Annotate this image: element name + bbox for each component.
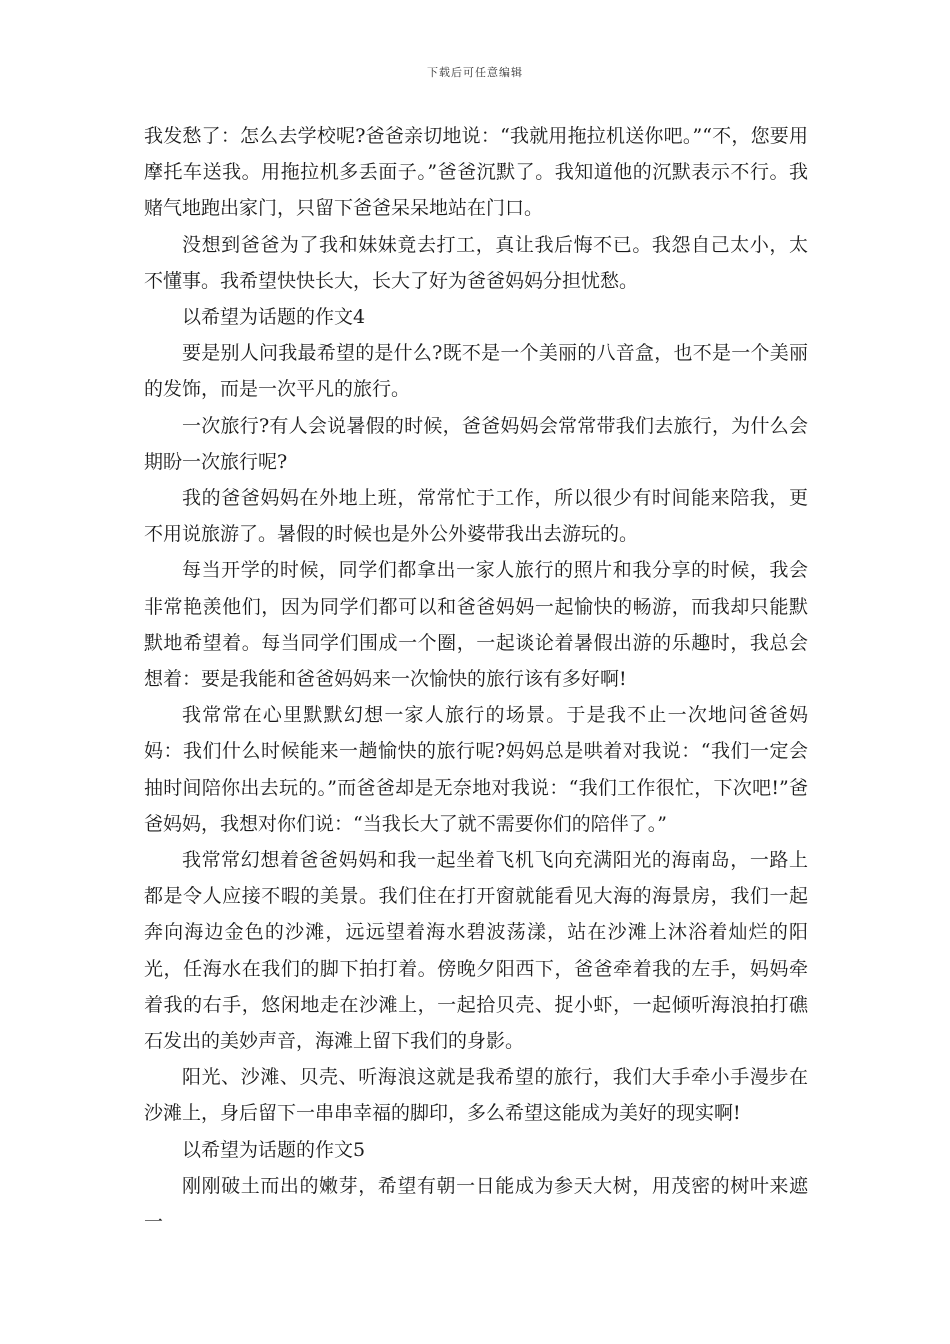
paragraph: 我常常在心里默默幻想一家人旅行的场景。于是我不止一次地问爸爸妈妈：我们什么时候能来一趟愉快的旅行呢?妈妈总是哄着对我说：“我们一定会抽时间陪你出去玩的。”而爸爸却是无奈地对我说：“我们工作很忙，下次吧!”爸爸妈妈，我想对你们说：“当我长大了就不需要你们的陪伴了。” bbox=[144, 704, 808, 835]
paragraph: 我发愁了：怎么去学校呢?爸爸亲切地说：“我就用拖拉机送你吧。”“不，您要用摩托车送我。用拖拉机多丢面子。”爸爸沉默了。我知道他的沉默表示不行。我赌气地跑出家门，只留下爸爸呆呆地站在门口。 bbox=[144, 125, 808, 220]
paragraph: 要是别人问我最希望的是什么?既不是一个美丽的八音盒，也不是一个美丽的发饰，而是一次平凡的旅行。 bbox=[144, 342, 808, 401]
paragraph: 没想到爸爸为了我和妹妹竟去打工，真让我后悔不已。我怨自己太小，太不懂事。我希望快快长大，长大了好为爸爸妈妈分担忧愁。 bbox=[144, 233, 808, 292]
paragraph: 阳光、沙滩、贝壳、听海浪这就是我希望的旅行，我们大手牵小手漫步在沙滩上，身后留下一串串幸福的脚印，多么希望这能成为美好的现实啊! bbox=[144, 1066, 808, 1125]
paragraph: 一次旅行?有人会说暑假的时候，爸爸妈妈会常常带我们去旅行，为什么会期盼一次旅行呢? bbox=[144, 414, 808, 473]
paragraph: 我常常幻想着爸爸妈妈和我一起坐着飞机飞向充满阳光的海南岛，一路上都是令人应接不暇的美景。我们住在打开窗就能看见大海的海景房，我们一起奔向海边金色的沙滩，远远望着海水碧波荡漾，站在沙滩上沐浴着灿烂的阳光，任海水在我们的脚下拍打着。傍晚夕阳西下，爸爸牵着我的左手，妈妈牵着我的右手，悠闲地走在沙滩上，一起拾贝壳、捉小虾，一起倾听海浪拍打礁石发出的美妙声音，海滩上留下我们的身影。 bbox=[144, 849, 808, 1053]
paragraph: 每当开学的时候，同学们都拿出一家人旅行的照片和我分享的时候，我会非常艳羡他们，因为同学们都可以和爸爸妈妈一起愉快的畅游，而我却只能默默地希望着。每当同学们围成一个圈，一起谈论着暑假出游的乐趣时，我总会想着：要是我能和爸爸妈妈来一次愉快的旅行该有多好啊! bbox=[144, 559, 808, 691]
document-body bbox=[144, 118, 808, 1240]
paragraph: 刚刚破土而出的嫩芽，希望有朝一日能成为参天大树，用茂密的树叶来遮一 bbox=[144, 1174, 808, 1234]
paragraph: 我的爸爸妈妈在外地上班，常常忙于工作，所以很少有时间能来陪我，更不用说旅游了。暑假的时候也是外公外婆带我出去游玩的。 bbox=[144, 487, 808, 546]
page-header: 下载后可任意编辑 bbox=[427, 66, 523, 79]
section-title: 以希望为话题的作文4 bbox=[182, 306, 366, 329]
section-title: 以希望为话题的作文5 bbox=[182, 1138, 366, 1161]
